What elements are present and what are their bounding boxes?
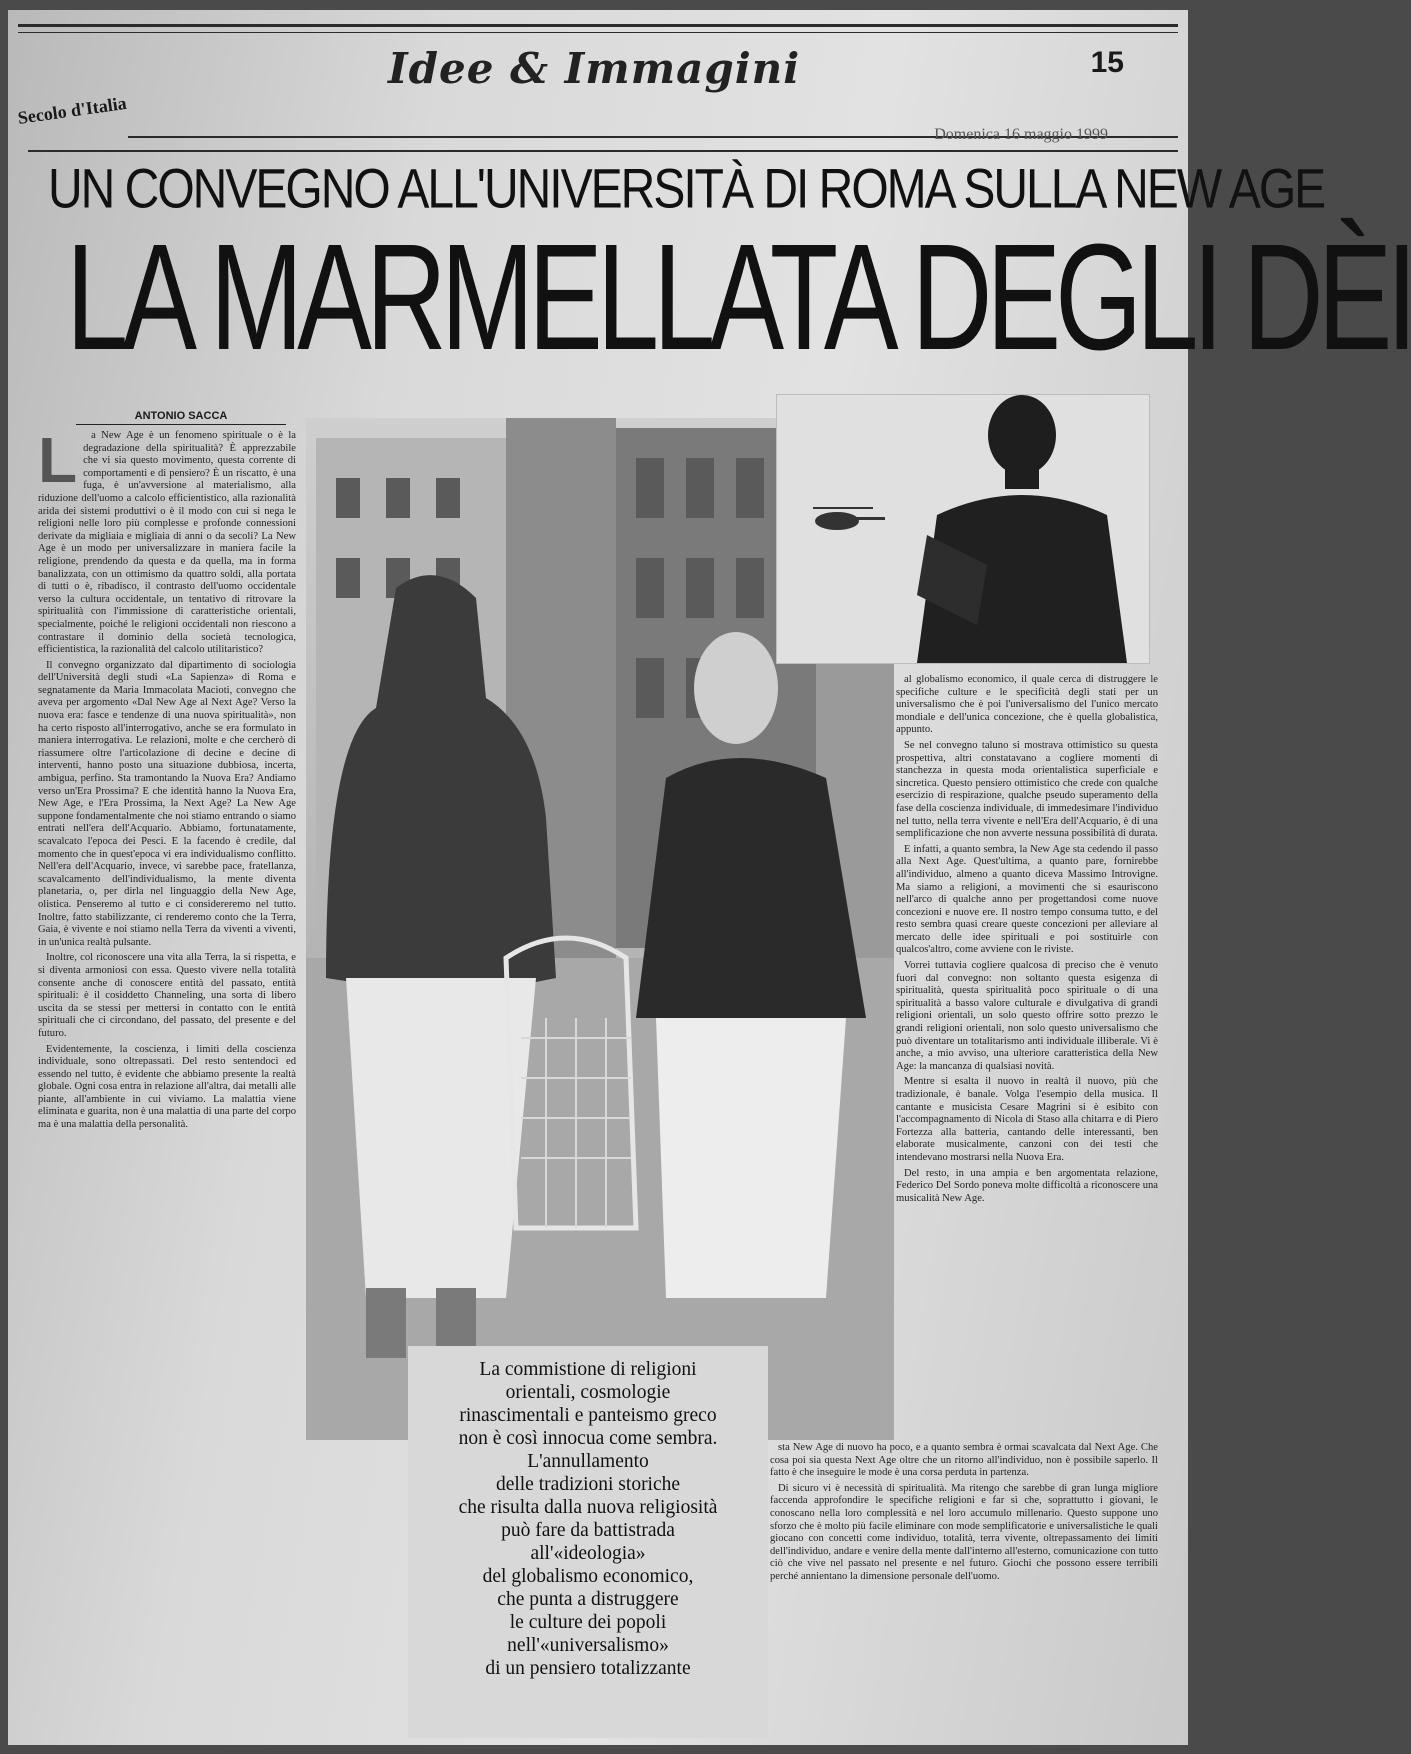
pull-quote-line: di un pensiero totalizzante bbox=[485, 1658, 691, 1679]
pull-quote-line: La commistione di religioni bbox=[479, 1359, 697, 1380]
article-paragraph: Evidentemente, la coscienza, i limiti della coscienza individuale, sono oltrepassati. Del resto sentendoci ed essendo nel tutto, è evidente che abbiamo presente la realtà globale. Ogni cosa entra in relazione all'altra, dai metalli alle piante, all'ambiente in cui viviamo. La malattia viene eliminata e guarita, non è una malattia di una parte del corpo ma è una malattia della personalità. bbox=[38, 1043, 296, 1131]
article-paragraph: Vorrei tuttavia cogliere qualcosa di preciso che è venuto fuori dal convegno: non soltanto questa esigenza di spiritualità, questa spiritualità poco spirituale o di una spiritualità a basso valore culturale e divulgativa di grandi religioni orientali, un solo questo offrire sotto prezzo le grandi religioni orientali, non solo questo universalismo che può diventare un totalitarismo anti individuale illiberale. Vi è anche, a mio avviso, una ulteriore caratteristica della New Age: la mancanza di qualsiasi novità. bbox=[896, 960, 1158, 1072]
buddha-photo-image bbox=[777, 395, 1149, 663]
article-column-right bbox=[896, 674, 1158, 1444]
article-paragraph: Se nel convegno taluno si mostrava ottimistico su questa prospettiva, altri constatavano a cogliere momenti di stanchezza in questa moda orientalistica superficiale e sincretica. Questo pensiero ottimistico che crede con qualche esercizio di respirazione, qualche pseudo superamento della fase della coscienza individuale, di immedesimare l'individuo nel tutto, nella terra vivente e nell'Era dell'Acquario, è di una semplificazione che non avverte nessuna possibilità di durata. bbox=[896, 739, 1158, 840]
top-rule-thin bbox=[18, 32, 1178, 33]
article-column-bottom-right bbox=[770, 1442, 1158, 1742]
pull-quote-line: delle tradizioni storiche bbox=[495, 1474, 681, 1495]
pull-quote-line: che punta a distruggere bbox=[497, 1589, 679, 1610]
article-paragraph: a New Age è un fenomeno spirituale o è la degradazione della spiritualità? È apprezzabile che vi sia questo movimento, questa corrente di comportamenti e di pensiero? È un riscatto, è una fuga, è un'avversione al materialismo, alla riduzione dell'uomo a calcolo efficientistico, alla razionalità arida dei sistemi produttivi o è il modo con cui si nega le religioni nelle loro più complesse e profonde connessioni derivate da migliaia e migliaia di anni o da secoli? La New Age è un modo per universalizzare in maniera facile la religione, prendendo da questa e da quella, ma in forma banalizzata, con un ottimismo da quattro soldi, alla portata di tutti o è, ribadisco, il contrasto dell'uomo occidentale verso la cultura occidentale, un tentativo di ritrovare la spiritualità con l'immissione di caratteristiche orientali, specialmente, poiché le religioni occidentali non riescono a contrastare il dominio della società tecnologica, efficientistica, la razionalità del calcolo utilitaristico? bbox=[38, 430, 296, 656]
byline: ANTONIO SACCA bbox=[76, 410, 286, 425]
pull-quote-line: all'«ideologia» bbox=[530, 1543, 646, 1564]
pull-quote-line: del globalismo economico, bbox=[482, 1566, 694, 1587]
pull-quote bbox=[408, 1346, 768, 1738]
section-title: Idee & Immagini bbox=[388, 44, 801, 93]
section-header bbox=[388, 38, 808, 108]
main-headline: LA MARMELLATA DEGLI DÈI bbox=[66, 212, 1411, 382]
article-paragraph: E infatti, a quanto sembra, la New Age sta cedendo il passo alla Next Age. Quest'ultima, a quanto pare, fornirebbe all'individuo, almeno a quanto diceva Massimo Introvigne. Ma siamo a religioni, a movimenti che si esauriscono nell'arco di qualche anno per progettandosi come nuove concezioni e nuove ere. Il nostro tempo consuma tutto, e del resto sembra quasi creare queste concezioni per alleviare al mercato delle idee spirituali e poi sostituirle con qualcos'altro, come avviene con le riviste. bbox=[896, 843, 1158, 956]
top-rule bbox=[18, 24, 1178, 27]
pull-quote-line: rinascimentali e panteismo greco bbox=[459, 1405, 717, 1426]
page-number: 15 bbox=[1090, 46, 1124, 79]
article-column-left bbox=[38, 424, 296, 1730]
article-paragraph: Mentre si esalta il nuovo in realtà il nuovo, più che tradizionale, è banale. Volga l'esempio della musica. Il cantante e musicista Cesare Magrini si è esibito con l'accompagnamento di Nicola di Staso alla chitarra e di Piero Fortezza alla batteria, cantando delle interessanti, ben elaborate musicalmente, canzoni con dei testi che intendevano mostrarsi nella Nuova Era. bbox=[896, 1076, 1158, 1163]
pull-quote-line: non è così innocua come sembra. bbox=[458, 1428, 718, 1449]
pull-quote-line: può fare da battistrada bbox=[501, 1520, 675, 1541]
buddha-photo bbox=[776, 394, 1150, 664]
article-paragraph: Di sicuro vi è necessità di spiritualità. Ma ritengo che sarebbe di gran lunga migliore faccenda approfondire le specifiche religioni e far sì che, soprattutto i giovani, le conoscano nella loro complessità e nel loro accumulo millenario. Questo suppone uno sforzo che è molto più facile eliminare con mode semplificatorie e universalistiche le quali giocano con concetti come individuo, totalità, terra vivente, oltrepassamento dei limiti dell'individuo, andare e venire della mente dall'interno all'esterno, comunicazione con tutto ciò che vive nel passato nel presente e nel futuro. Giochi che possono essere terribili perché annientano la dimensione personale dell'uomo. bbox=[770, 1482, 1158, 1582]
pull-quote-line: nell'«universalismo» bbox=[507, 1635, 669, 1656]
article-paragraph: sta New Age di nuovo ha poco, e a quanto sembra è ormai scavalcata dal Next Age. Che cosa poi sia questa Next Age oltre che un ritorno all'individuo, non è possibile saperlo. Il fatto è che inseguire le mode è una corsa perduta in partenza. bbox=[770, 1442, 1158, 1479]
newspaper-page bbox=[8, 10, 1411, 1745]
pull-quote-line: le culture dei popoli bbox=[509, 1612, 667, 1633]
kicker-headline: UN CONVEGNO ALL'UNIVERSITÀ DI ROMA SULLA NEW AGE bbox=[48, 159, 1325, 221]
article-paragraph: Inoltre, col riconoscere una vita alla Terra, la si rispetta, e si diventa armoniosi con essa. Questo vivere nella totalità consente anche di conoscere entità del passato, entità spirituali: è il cosiddetto Channeling, una sorta di libero uscita da se stessi per mettersi in contatto con le entità spirituali che ci circondano, del passato, del presente e del futuro. bbox=[38, 952, 296, 1039]
drop-cap: L bbox=[38, 424, 78, 496]
pull-quote-line: L'annullamento bbox=[527, 1451, 649, 1472]
pull-quote-line: orientali, cosmologie bbox=[505, 1382, 671, 1403]
article-paragraph: al globalismo economico, il quale cerca di distruggere le specifiche culture e le specificità degli stati per un universalismo che è poi l'universalismo del l'unico mercato mondiale e dell'unica concezione, che è quella globalistica, appunto. bbox=[896, 674, 1158, 736]
header-rule-2 bbox=[28, 150, 1178, 152]
masthead: Secolo d'Italia bbox=[16, 92, 128, 128]
article-paragraph: Il convegno organizzato dal dipartimento di sociologia dell'Università degli studi «La Sapienza» di Roma e segnatamente da Maria Immacolata Macioti, convegno che aveva per argomento «Dal New Age al Next Age? Verso la nuova era: fasce e tendenze di una nuova spiritualità», non ha certo risposto all'interrogativo, anche se era formulato in maniera interrogativa. Le relazioni, molte e che cercherò di riassumere oltre l'articolazione di decine e decine di interventi, hanno posto una situazione dubbiosa, incerta, ambigua, perfino. Sta tramontando la Nuova Era? Andiamo verso un'Era Prossima? E che identità hanno la Nuova Era, New Age, e l'Era Prossima, la Next Age? La New Age suppone fondamentalmente che noi stiamo entrando o siamo entrati nell'era dell'Acquario. Abbiamo, fortunatamente, scavalcato l'epoca dei Pesci. E la facendo è credile, dal momento che in quest'epoca vi era individualismo conflitto. Nell'era dell'Acquario, invece, vi sarebbe pace, fratellanza, scavalcamento dell'individualismo, la mente diventa planetaria, o, per dirla nel linguaggio della New Age, olistica. Penseremo al tutto e ci considereremo nel tutto. Inoltre, fatto stabilizzante, ci renderemo conto che la Terra, Gaia, è vivente e noi stiamo nella Terra da viventi a viventi, in un'unica realtà pulsante. bbox=[38, 659, 296, 948]
article-paragraph: Del resto, in una ampia e ben argomentata relazione, Federico Del Sordo poneva molte difficoltà a riconoscere una musicalità New Age. bbox=[896, 1167, 1158, 1204]
pull-quote-line: che risulta dalla nuova religiosità bbox=[458, 1497, 718, 1518]
dateline: Domenica 16 maggio 1999 bbox=[934, 126, 1108, 143]
